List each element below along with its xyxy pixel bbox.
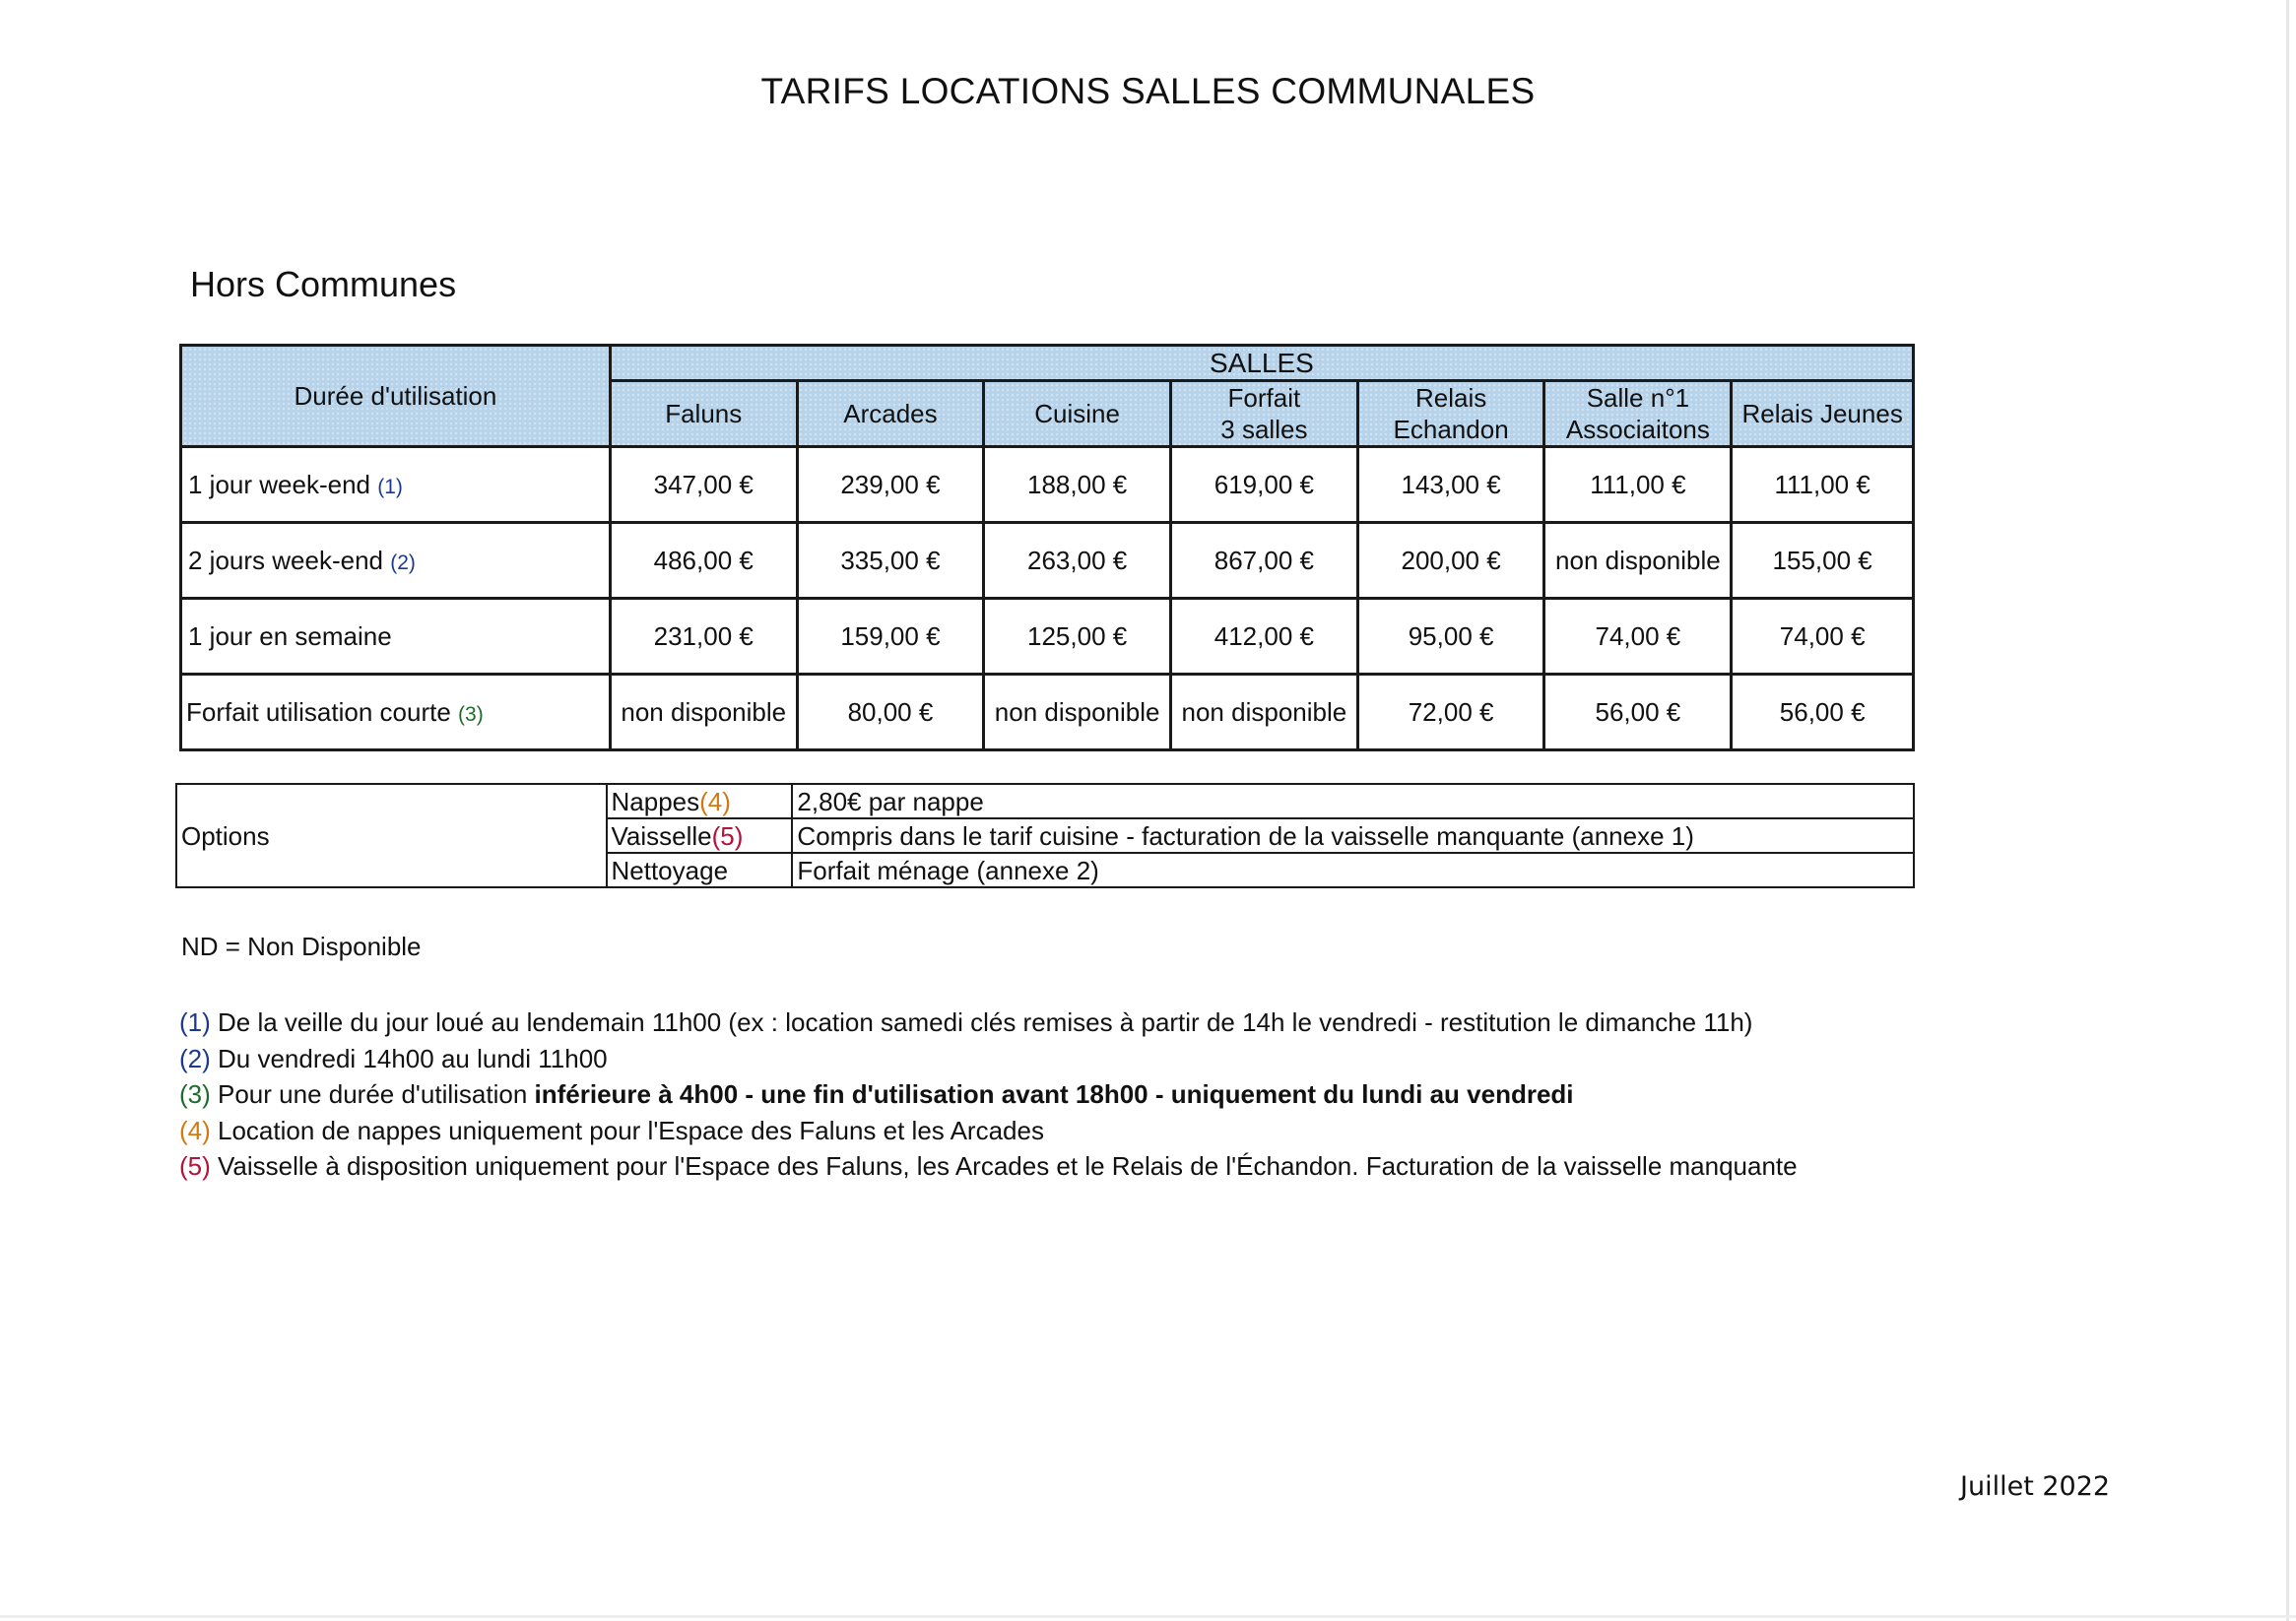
page-edge-bottom: [0, 1615, 2296, 1618]
price-cell: 200,00 €: [1357, 523, 1544, 599]
footnote-number: (3): [179, 1079, 211, 1109]
page-title: TARIFS LOCATIONS SALLES COMMUNALES: [760, 71, 1536, 111]
options-table: [175, 783, 1915, 888]
options-label: Options: [176, 784, 607, 887]
footnote-number: (1): [179, 1007, 211, 1037]
option-name: Vaisselle(5): [607, 818, 793, 853]
price-cell: 412,00 €: [1171, 599, 1358, 675]
column-header-relais-jeunes: Relais Jeunes: [1732, 381, 1914, 447]
price-cell: 347,00 €: [610, 447, 797, 523]
price-cell: 486,00 €: [610, 523, 797, 599]
price-cell: non disponible: [984, 675, 1171, 750]
note-ref: (2): [390, 551, 416, 574]
section-title: Hors Communes: [190, 264, 457, 304]
column-header-arcades: Arcades: [797, 381, 984, 447]
price-cell: 335,00 €: [797, 523, 984, 599]
option-name: Nappes(4): [607, 784, 793, 818]
price-cell: non disponible: [1544, 523, 1732, 599]
price-cell: 74,00 €: [1544, 599, 1732, 675]
price-cell: 263,00 €: [984, 523, 1171, 599]
footnote-bold: inférieure à 4h00 - une fin d'utilisation avant 18h00 - uniquement du lundi au vendredi: [534, 1079, 1574, 1109]
table-row: [181, 675, 1914, 750]
option-name: Nettoyage: [607, 853, 793, 887]
option-description: 2,80€ par nappe: [792, 784, 1914, 818]
footnote-number: (2): [179, 1043, 211, 1073]
row-header: Durée d'utilisation: [181, 346, 611, 447]
table-row: [181, 599, 1914, 675]
price-cell: 155,00 €: [1732, 523, 1914, 599]
column-header-forfait: Forfait 3 salles: [1171, 381, 1358, 447]
column-header-salle-associations: Salle n°1 Associaitons: [1544, 381, 1732, 447]
footnote: (4) Location de nappes uniquement pour l'Espace des Faluns et les Arcades: [179, 1115, 1044, 1145]
footnote-number: (4): [179, 1115, 211, 1145]
price-cell: 125,00 €: [984, 599, 1171, 675]
rates-table: [179, 344, 1915, 751]
column-header-relais-echandon: Relais Echandon: [1357, 381, 1544, 447]
price-cell: 74,00 €: [1732, 599, 1914, 675]
price-cell: non disponible: [1171, 675, 1358, 750]
option-description: Forfait ménage (annexe 2): [792, 853, 1914, 887]
price-cell: 867,00 €: [1171, 523, 1358, 599]
price-cell: 56,00 €: [1544, 675, 1732, 750]
footnote: (1) De la veille du jour loué au lendemain 11h00 (ex : location samedi clés remises à partir de 14h le vendredi - restitution le dimanche 11h): [179, 1007, 1753, 1037]
price-cell: 619,00 €: [1171, 447, 1358, 523]
price-cell: 111,00 €: [1732, 447, 1914, 523]
price-cell: 188,00 €: [984, 447, 1171, 523]
footnote-number: (5): [179, 1151, 211, 1181]
price-cell: non disponible: [610, 675, 797, 750]
price-cell: 143,00 €: [1357, 447, 1544, 523]
price-cell: 72,00 €: [1357, 675, 1544, 750]
row-label: 1 jour en semaine: [181, 599, 611, 675]
price-cell: 239,00 €: [797, 447, 984, 523]
page-edge-right: [2286, 0, 2289, 1621]
price-cell: 159,00 €: [797, 599, 984, 675]
price-cell: 95,00 €: [1357, 599, 1544, 675]
price-cell: 80,00 €: [797, 675, 984, 750]
price-cell: 56,00 €: [1732, 675, 1914, 750]
footnote: (2) Du vendredi 14h00 au lundi 11h00: [179, 1043, 608, 1073]
note-ref: (3): [458, 702, 484, 726]
abbreviation-legend: ND = Non Disponible: [181, 932, 422, 961]
price-cell: 231,00 €: [610, 599, 797, 675]
note-ref: (1): [377, 475, 403, 498]
column-header-faluns: Faluns: [610, 381, 797, 447]
row-label: Forfait utilisation courte (3): [181, 675, 611, 750]
document-date: Juillet 2022: [1960, 1471, 2111, 1502]
note-ref: (5): [711, 820, 744, 851]
footnote: (5) Vaisselle à disposition uniquement pour l'Espace des Faluns, les Arcades et le Relais de l'Échandon. Facturation de la vaisselle manquante: [179, 1151, 1798, 1181]
footnote: (3) Pour une durée d'utilisation inférieure à 4h00 - une fin d'utilisation avant 18h00 - uniquement du lundi au vendredi: [179, 1079, 1574, 1109]
column-header-cuisine: Cuisine: [984, 381, 1171, 447]
footnotes: [179, 1005, 1798, 1185]
table-row: [181, 447, 1914, 523]
option-description: Compris dans le tarif cuisine - facturation de la vaisselle manquante (annexe 1): [792, 818, 1914, 853]
price-cell: 111,00 €: [1544, 447, 1732, 523]
row-label: 2 jours week-end (2): [181, 523, 611, 599]
table-row: [181, 523, 1914, 599]
note-ref: (4): [699, 786, 731, 816]
row-label: 1 jour week-end (1): [181, 447, 611, 523]
group-header: SALLES: [610, 346, 1913, 381]
